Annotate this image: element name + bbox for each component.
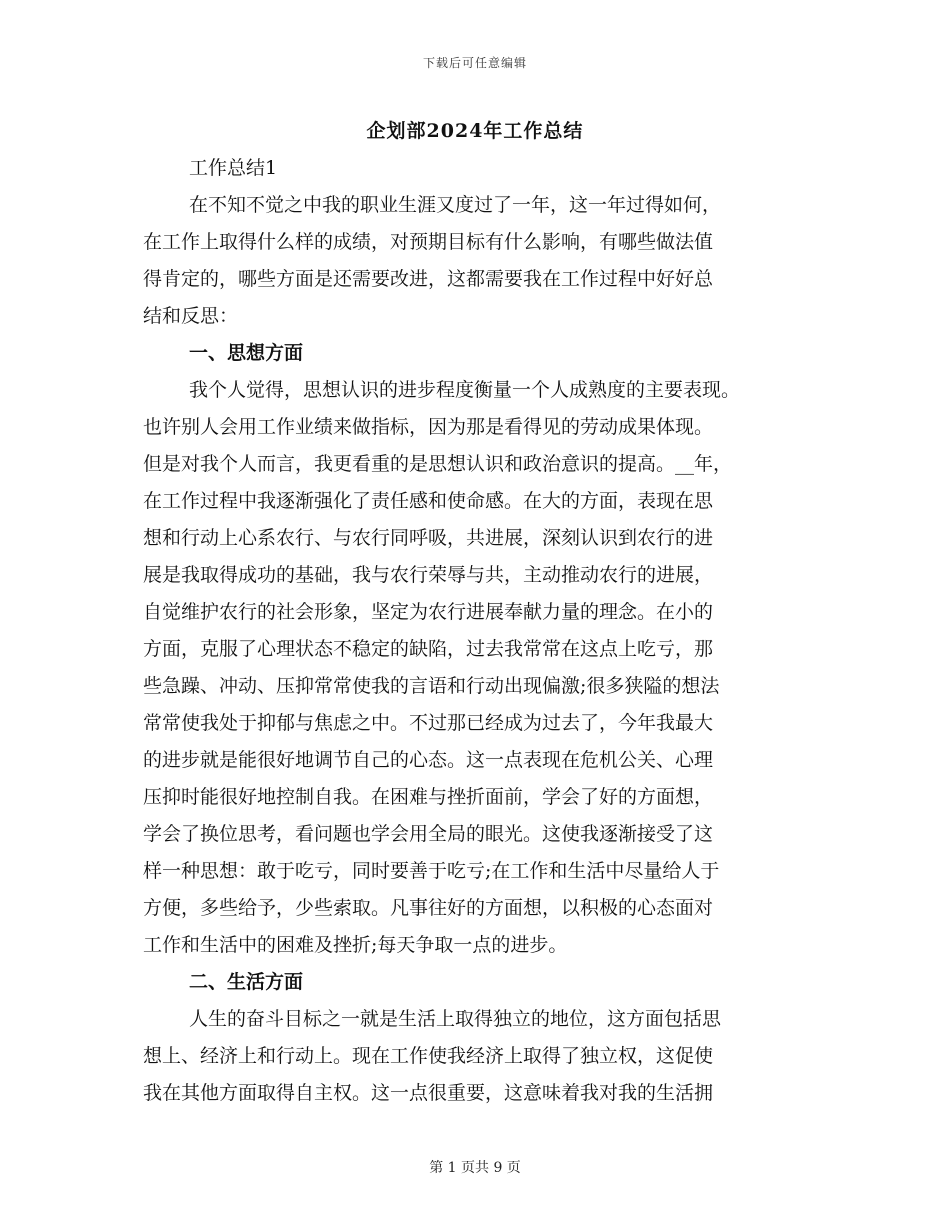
text-line: 方面，克服了心理状态不稳定的缺陷，过去我常常在这点上吃亏，那	[143, 638, 714, 660]
text-line: 方便，多些给予，少些索取。凡事往好的方面想，以积极的心态面对	[143, 897, 714, 919]
text-line: 些急躁、冲动、压抑常常使我的言语和行动出现偏激;很多狭隘的想法	[143, 675, 720, 697]
text-line: 在工作上取得什么样的成绩，对预期目标有什么影响，有哪些做法值	[143, 231, 714, 253]
page-footer: 第 1 页共 9 页	[429, 1160, 521, 1176]
text-line: 常常使我处于抑郁与焦虑之中。不过那已经成为过去了，今年我最大	[143, 712, 714, 734]
text-line: 自觉维护农行的社会形象，坚定为农行进展奉献力量的理念。在小的	[143, 601, 714, 623]
text-line: 我个人觉得，思想认识的进步程度衡量一个人成熟度的主要表现。	[189, 379, 741, 401]
document-body	[143, 150, 808, 1112]
text-line: 压抑时能很好地控制自我。在困难与挫折面前，学会了好的方面想，	[143, 786, 714, 808]
text-line: 展是我取得成功的基础，我与农行荣辱与共，主动推动农行的进展，	[143, 564, 714, 586]
text-line: 人生的奋斗目标之一就是生活上取得独立的地位，这方面包括思	[189, 1008, 722, 1030]
text-line: 学会了换位思考，看问题也学会用全局的眼光。这使我逐渐接受了这	[143, 823, 714, 845]
section-heading: 一、思想方面	[189, 342, 304, 364]
text-line: 在不知不觉之中我的职业生涯又度过了一年，这一年过得如何，	[189, 194, 722, 216]
section-subtitle: 工作总结1	[189, 157, 278, 179]
text-line: 样一种思想：敢于吃亏，同时要善于吃亏;在工作和生活中尽量给人于	[143, 860, 720, 882]
document-title: 企划部2024年工作总结	[366, 120, 584, 142]
text-line: 但是对我个人而言，我更看重的是思想认识和政治意识的提高。__年，	[143, 453, 733, 475]
text-line: 也许别人会用工作业绩来做指标，因为那是看得见的劳动成果体现。	[143, 416, 714, 438]
section-heading: 二、生活方面	[189, 971, 304, 993]
text-line: 在工作过程中我逐渐强化了责任感和使命感。在大的方面，表现在思	[143, 490, 714, 512]
page-header: 下载后可任意编辑	[422, 56, 527, 70]
text-line: 想上、经济上和行动上。现在工作使我经济上取得了独立权，这促使	[143, 1045, 714, 1067]
body-lines	[143, 187, 808, 1112]
text-line: 工作和生活中的困难及挫折;每天争取一点的进步。	[143, 934, 568, 956]
text-line: 我在其他方面取得自主权。这一点很重要，这意味着我对我的生活拥	[143, 1082, 714, 1104]
text-line: 的进步就是能很好地调节自己的心态。这一点表现在危机公关、心理	[143, 749, 714, 771]
text-line: 结和反思：	[143, 305, 239, 327]
text-line: 想和行动上心系农行、与农行同呼吸，共进展，深刻认识到农行的进	[143, 527, 714, 549]
text-line: 得肯定的，哪些方面是还需要改进，这都需要我在工作过程中好好总	[143, 268, 714, 290]
